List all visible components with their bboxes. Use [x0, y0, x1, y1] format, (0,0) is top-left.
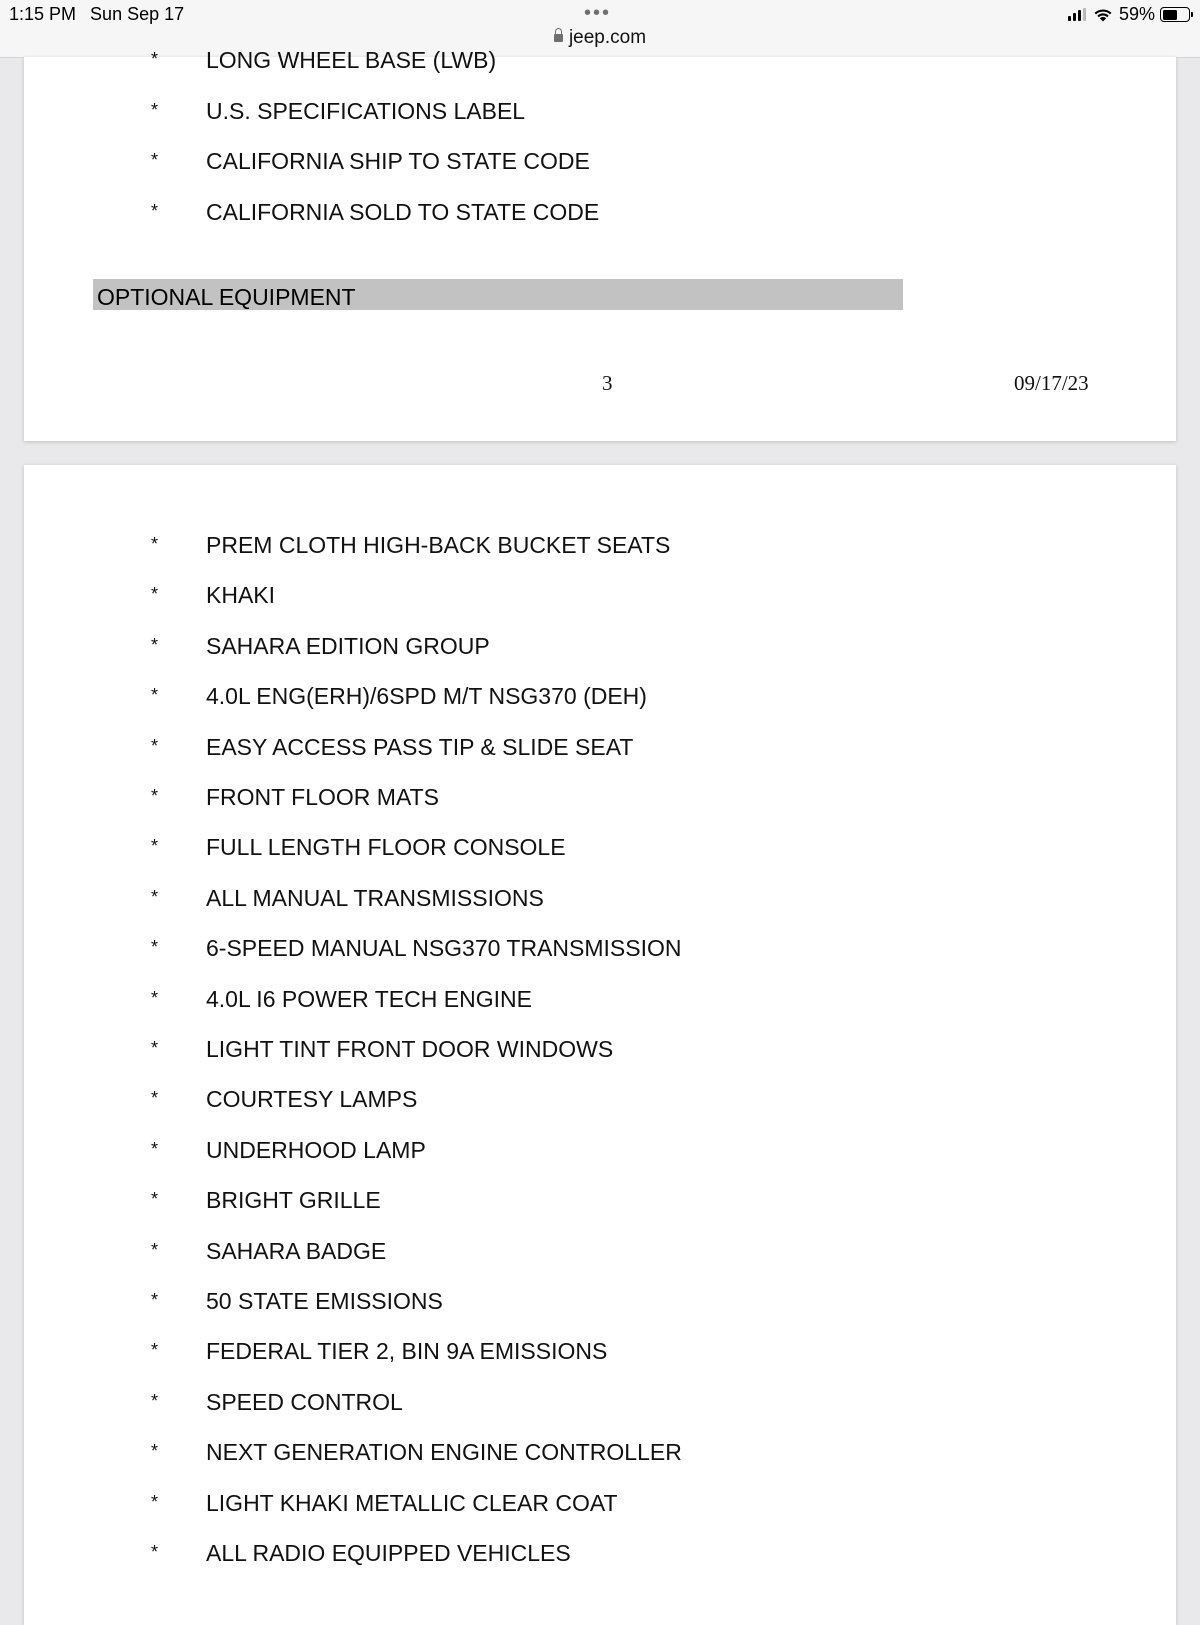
list-item: [24, 47, 1124, 77]
list-bullet: *: [151, 49, 159, 69]
list-item: [24, 986, 1124, 1016]
list-item: [24, 582, 1124, 612]
list-item-text: ALL MANUAL TRANSMISSIONS: [206, 884, 544, 911]
list-item: [24, 885, 1124, 915]
list-item: [24, 633, 1124, 663]
list-bullet: *: [151, 99, 159, 120]
list-bullet: *: [151, 1542, 159, 1562]
list-item-text: SAHARA BADGE: [206, 1237, 387, 1264]
list-item-text: LIGHT TINT FRONT DOOR WINDOWS: [206, 1036, 614, 1062]
list-item: [24, 1439, 1124, 1469]
list-item: [24, 834, 1124, 864]
list-item-text: PREM CLOTH HIGH-BACK BUCKET SEATS: [206, 532, 671, 558]
list-item-text: 6-SPEED MANUAL NSG370 TRANSMISSION: [206, 935, 682, 962]
list-item-text: UNDERHOOD LAMP: [206, 1136, 426, 1163]
list-bullet: *: [151, 1189, 159, 1210]
list-item-text: BRIGHT GRILLE: [206, 1187, 381, 1214]
list-item: [24, 1389, 1124, 1419]
list-bullet: *: [151, 1390, 159, 1411]
list-bullet: *: [151, 634, 159, 655]
list-item: [24, 1338, 1124, 1368]
list-bullet: *: [151, 1290, 159, 1310]
status-indicators: [1066, 4, 1190, 25]
list-bullet: *: [151, 1441, 159, 1462]
list-item-text: CALIFORNIA SHIP TO STATE CODE: [206, 148, 590, 174]
list-item-text: 4.0L I6 POWER TECH ENGINE: [206, 985, 532, 1012]
list-item-text: FEDERAL TIER 2, BIN 9A EMISSIONS: [206, 1338, 608, 1365]
list-item-text: ALL RADIO EQUIPPED VEHICLES: [206, 1540, 571, 1566]
section-header-optional-equipment: [93, 279, 903, 310]
list-item: [24, 199, 1124, 229]
list-bullet: *: [151, 735, 159, 756]
status-date: Sun Sep 17: [90, 4, 185, 24]
list-bullet: *: [151, 1239, 159, 1260]
lock-icon: [554, 34, 563, 42]
list-item-text: FRONT FLOOR MATS: [206, 784, 439, 810]
list-item-text: U.S. SPECIFICATIONS LABEL: [206, 97, 526, 124]
list-item-text: NEXT GENERATION ENGINE CONTROLLER: [206, 1439, 682, 1466]
list-item-text: FULL LENGTH FLOOR CONSOLE: [206, 834, 566, 861]
page-date: 09/17/23: [1014, 371, 1089, 395]
cellular-signal-icon: [1066, 8, 1086, 21]
battery-percent: 59%: [1118, 4, 1155, 24]
list-item: [24, 1036, 1124, 1066]
more-dots-icon[interactable]: •••: [584, 2, 612, 24]
list-item-text: 4.0L ENG(ERH)/6SPD M/T NSG370 (DEH): [206, 683, 647, 710]
status-time: 1:15 PM: [9, 4, 77, 24]
list-bullet: *: [151, 987, 159, 1008]
list-item-text: LONG WHEEL BASE (LWB): [206, 47, 497, 73]
list-item-text: LIGHT KHAKI METALLIC CLEAR COAT: [206, 1489, 618, 1516]
list-item: [24, 1288, 1124, 1318]
list-item-text: 50 STATE EMISSIONS: [206, 1288, 443, 1314]
battery-icon: [1160, 7, 1190, 22]
list-item: [24, 784, 1124, 814]
list-bullet: *: [151, 1491, 159, 1512]
section-header-label: OPTIONAL EQUIPMENT: [97, 284, 356, 310]
list-item: [24, 683, 1124, 713]
document-page-3: [24, 47, 1176, 441]
battery-fill: [1163, 10, 1178, 20]
list-bullet: *: [151, 836, 159, 857]
list-item: [24, 1086, 1124, 1116]
list-bullet: *: [151, 685, 159, 706]
list-bullet: *: [151, 584, 159, 605]
address-bar[interactable]: [0, 27, 1200, 49]
list-item: [24, 1490, 1124, 1520]
list-item-text: KHAKI: [206, 582, 276, 609]
list-item: [24, 734, 1124, 764]
status-time-date: [9, 4, 198, 25]
list-bullet: *: [151, 886, 159, 907]
list-bullet: *: [151, 1088, 159, 1109]
list-item: [24, 935, 1124, 965]
url-text: jeep.com: [568, 27, 647, 48]
list-bullet: *: [151, 1340, 159, 1361]
list-item-text: EASY ACCESS PASS TIP & SLIDE SEAT: [206, 733, 634, 760]
list-item: [24, 1540, 1124, 1570]
list-bullet: *: [151, 150, 159, 170]
list-item: [24, 98, 1124, 128]
list-item-text: COURTESY LAMPS: [206, 1086, 418, 1113]
list-item: [24, 148, 1124, 178]
list-item: [24, 1238, 1124, 1268]
list-item-text: SPEED CONTROL: [206, 1388, 403, 1415]
list-bullet: *: [151, 937, 159, 958]
wifi-icon: [1093, 8, 1113, 22]
list-item: [24, 532, 1124, 562]
list-bullet: *: [151, 534, 159, 554]
list-item: [24, 1137, 1124, 1167]
list-bullet: *: [151, 786, 159, 806]
list-item: [24, 1187, 1124, 1217]
page-number: 3: [602, 371, 613, 395]
list-item-text: CALIFORNIA SOLD TO STATE CODE: [206, 198, 600, 225]
list-bullet: *: [151, 1138, 159, 1159]
document-page-4: [24, 465, 1176, 1625]
list-item-text: SAHARA EDITION GROUP: [206, 632, 490, 659]
list-bullet: *: [151, 1038, 159, 1058]
list-bullet: *: [151, 200, 159, 221]
